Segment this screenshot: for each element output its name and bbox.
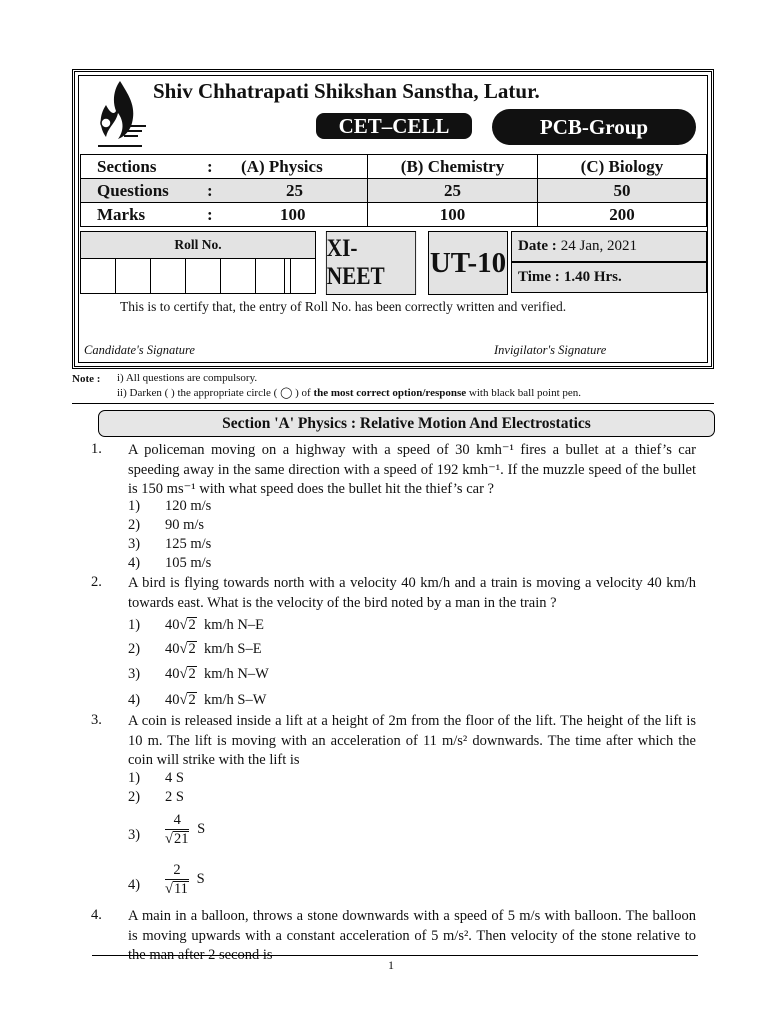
chemistry-questions: 25: [367, 178, 538, 203]
physics-marks: 100: [280, 204, 306, 224]
time-value: 1.40 Hrs.: [563, 269, 622, 285]
q3-option-3-unit: S: [197, 821, 206, 837]
q2-coef: 40: [165, 641, 180, 657]
q3-option-4-denominator: √11: [165, 881, 188, 897]
q1-option-label: 4): [128, 555, 141, 571]
q2-option-4-text: km/h S–W: [203, 692, 267, 708]
q3-option-label: 3): [128, 827, 141, 843]
q1-option-1: 120 m/s: [165, 498, 212, 514]
q3-option-4-unit: S: [196, 871, 205, 887]
q1-option-4: 105 m/s: [165, 555, 212, 571]
roll-box[interactable]: [150, 258, 186, 294]
q3-option-3-denominator: √21: [165, 831, 189, 847]
roll-box[interactable]: [185, 258, 221, 294]
page-number: 1: [388, 958, 394, 972]
sections-label: Sections: [97, 156, 157, 176]
questions-row: [80, 178, 368, 203]
candidate-signature: Candidate's Signature: [84, 343, 195, 357]
q3-option-3-root: 21: [173, 831, 189, 847]
q3-option-4: [165, 861, 205, 898]
q2-coef: 40: [165, 617, 180, 633]
q1-option-label: 3): [128, 536, 141, 552]
note-label: Note :: [72, 373, 101, 385]
q3-option-4-fraction: [165, 861, 189, 898]
q3-option-3: [165, 811, 205, 848]
note-line-1: i) All questions are compulsory.: [117, 372, 258, 384]
q3-option-2: 2 S: [165, 789, 184, 805]
q2-option-2-text: km/h S–E: [203, 641, 262, 657]
chemistry-column-header: (B) Chemistry: [367, 154, 538, 179]
date-box: [511, 231, 707, 262]
question-3-text: A coin is released inside a lift at a height of 2m from the floor of the lift. The height of the lift is 10 m. The lift is moving with an acceleration of 11 m/s² downwards. The time after which the coin will strike with the lift is: [128, 713, 696, 768]
q3-option-label: 1): [128, 770, 141, 786]
q3-option-label: 4): [128, 877, 141, 893]
q3-option-4-root: 11: [173, 881, 188, 897]
note-divider: [72, 403, 714, 404]
q2-root: 2: [188, 666, 196, 682]
q2-root: 2: [188, 617, 196, 633]
biology-marks: 200: [537, 202, 707, 227]
physics-questions: 25: [286, 180, 303, 200]
questions-label: Questions: [97, 180, 169, 200]
certification-text: This is to certify that, the entry of Roll No. has been correctly written and verified.: [120, 299, 567, 314]
institution-name: Shiv Chhatrapati Shikshan Sanstha, Latur.: [153, 79, 540, 103]
roll-box[interactable]: [80, 258, 116, 294]
q2-option-label: 3): [128, 666, 141, 682]
biology-column-header: (C) Biology: [537, 154, 707, 179]
roll-no-label: Roll No.: [80, 231, 316, 259]
time-label: Time :: [518, 269, 560, 285]
q2-coef: 40: [165, 666, 180, 682]
marks-colon: :: [207, 204, 213, 224]
q2-option-4: 40√2 km/h S–W: [165, 692, 267, 708]
question-1-text: A policeman moving on a highway with a speed of 30 kmh⁻¹ fires a bullet at a thief’s car speeding away in the same direction with a speed of 192 kmh⁻¹. If the muzzle speed of the bullet is 150 ms⁻¹ with what speed does the bullet hit the thief’s car ?: [128, 442, 696, 497]
question-4-text: A main in a balloon, throws a stone downwards with a speed of 5 m/s with balloon. The balloon is moving upwards with a constant acceleration of 5 m/s². Then velocity of the stone relative to the man after 2 second is: [128, 908, 696, 963]
roll-box[interactable]: [220, 258, 256, 294]
question-4-number: 4.: [91, 907, 102, 923]
date-label: Date :: [518, 238, 557, 254]
physics-column-header: (A) Physics: [241, 156, 323, 176]
sections-colon: :: [207, 156, 213, 176]
marks-label: Marks: [97, 204, 146, 224]
biology-questions: 50: [537, 178, 707, 203]
class-badge: XI-NEET: [326, 231, 416, 295]
chemistry-marks: 100: [367, 202, 538, 227]
q2-option-label: 4): [128, 692, 141, 708]
marks-row: [80, 202, 368, 227]
q2-option-1: 40√2 km/h N–E: [165, 617, 264, 633]
note-line-2-start: ii) Darken ( ) the appropriate circle ( ◯ ) of: [117, 387, 314, 399]
section-title-banner: Section 'A' Physics : Relative Motion And Electrostatics: [98, 410, 715, 437]
q1-option-2: 90 m/s: [165, 517, 205, 533]
cet-cell-badge: CET–CELL: [316, 113, 472, 139]
q2-option-label: 2): [128, 641, 141, 657]
date-value: 24 Jan, 2021: [560, 238, 637, 254]
q2-root: 2: [188, 692, 196, 708]
institution-logo: [90, 77, 150, 153]
questions-colon: :: [207, 180, 213, 200]
sections-row-header: [80, 154, 368, 179]
note-line-2-end: with black ball point pen.: [466, 387, 582, 399]
question-3-number: 3.: [91, 712, 102, 728]
invigilator-signature: Invigilator's Signature: [494, 343, 607, 357]
roll-box[interactable]: [284, 258, 316, 294]
roll-box[interactable]: [115, 258, 151, 294]
q3-option-1: 4 S: [165, 770, 184, 786]
note-line-2-bold: the most correct option/response: [313, 387, 467, 399]
q1-option-3: 125 m/s: [165, 536, 212, 552]
q2-option-3-text: km/h N–W: [203, 666, 269, 682]
pcb-group-badge: PCB-Group: [492, 109, 696, 145]
q1-option-label: 2): [128, 517, 141, 533]
test-badge: UT-10: [428, 231, 508, 295]
q3-option-label: 2): [128, 789, 141, 805]
q2-option-2: 40√2 km/h S–E: [165, 641, 262, 657]
question-2-text: A bird is flying towards north with a velocity 40 km/h and a train is moving a velocity 40 km/h towards east. What is the velocity of the bird noted by a man in the train ?: [128, 575, 696, 611]
q2-coef: 40: [165, 692, 180, 708]
q3-option-4-numerator: 2: [165, 861, 189, 880]
q1-option-label: 1): [128, 498, 141, 514]
q2-option-label: 1): [128, 617, 141, 633]
q2-root: 2: [188, 641, 196, 657]
q3-option-3-fraction: [165, 811, 189, 848]
q2-option-3: 40√2 km/h N–W: [165, 666, 269, 682]
q2-option-1-text: km/h N–E: [203, 617, 264, 633]
note-line-2: [117, 386, 581, 399]
q3-option-3-numerator: 4: [165, 811, 189, 830]
time-box: [511, 262, 707, 293]
footer-divider: [92, 955, 698, 956]
question-2-number: 2.: [91, 574, 102, 590]
question-1-number: 1.: [91, 441, 102, 457]
